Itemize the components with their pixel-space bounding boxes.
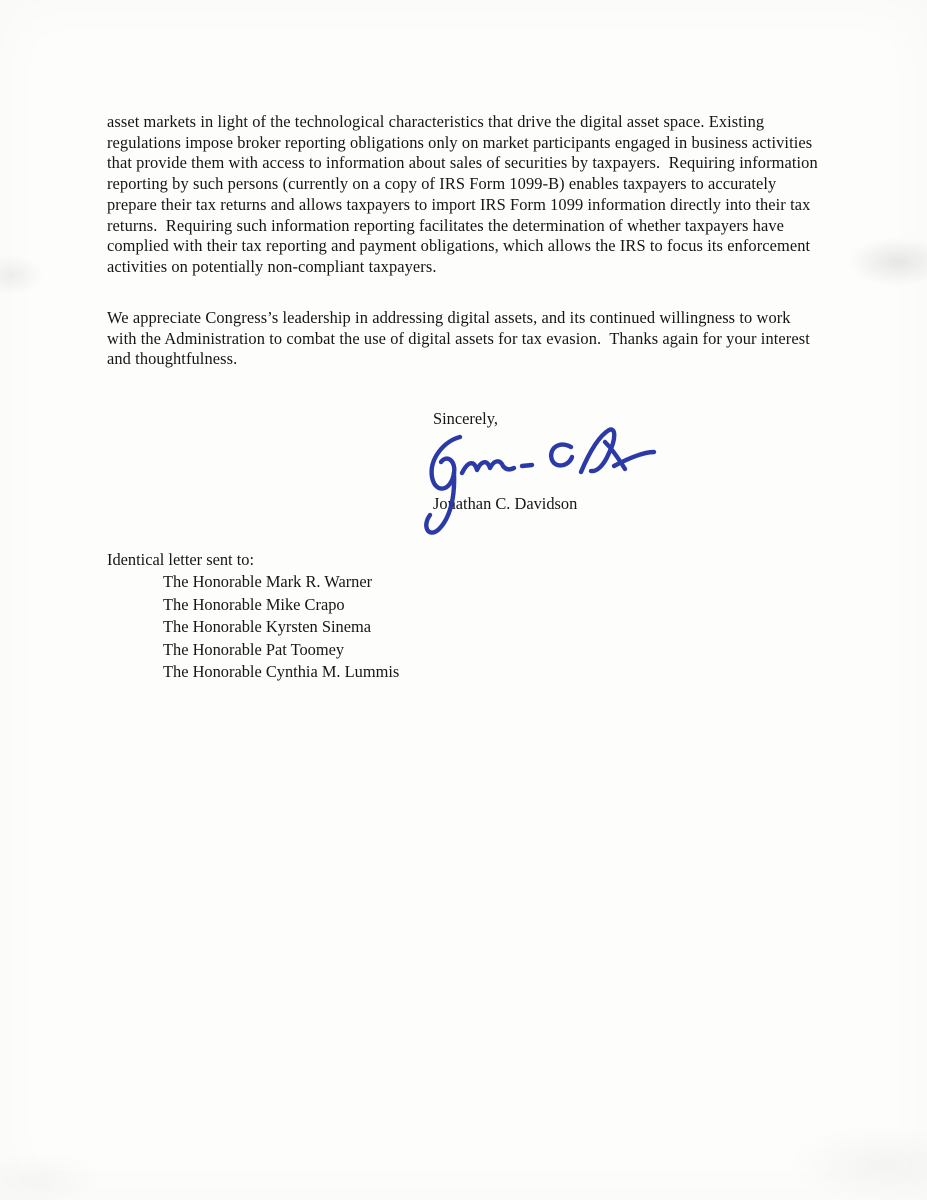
cc-recipient-5: The Honorable Cynthia M. Lummis xyxy=(163,662,400,681)
signer-name: Jonathan C. Davidson xyxy=(433,494,578,513)
closing-salutation: Sincerely, xyxy=(433,409,498,428)
body-paragraph-2: We appreciate Congress’s leadership in addressing digital assets, and its continued willingness to work with the Administration to combat the use of digital assets for tax evasion. Thanks again for your interest and thoughtfulness. xyxy=(107,308,815,369)
cc-recipient-4: The Honorable Pat Toomey xyxy=(163,639,345,659)
handwritten-signature-icon xyxy=(418,419,663,537)
cc-recipient-2: The Honorable Mike Crapo xyxy=(163,594,345,614)
cc-recipient-3: The Honorable Kyrsten Sinema xyxy=(163,617,372,636)
cc-label: Identical letter sent to: xyxy=(107,550,255,569)
cc-list xyxy=(163,571,399,684)
cc-recipient-1: The Honorable Mark R. Warner xyxy=(163,572,373,591)
body-paragraph-1: asset markets in light of the technological characteristics that drive the digital asset space. Existing regulations impose broker reporting obligations only on market participants engaged in business activities that provide them with access to information about sales of securities by taxpayers. Requiring information reporting by such persons (currently on a copy of IRS Form 1099-B) enables taxpayers to accurately prepare their tax returns and allows taxpayers to import IRS Form 1099 information directly into their tax returns. Requiring such information reporting facilitates the determination of whether taxpayers have complied with their tax reporting and payment obligations, which allows the IRS to focus its enforcement activities on potentially non-compliant taxpayers. xyxy=(107,112,822,276)
